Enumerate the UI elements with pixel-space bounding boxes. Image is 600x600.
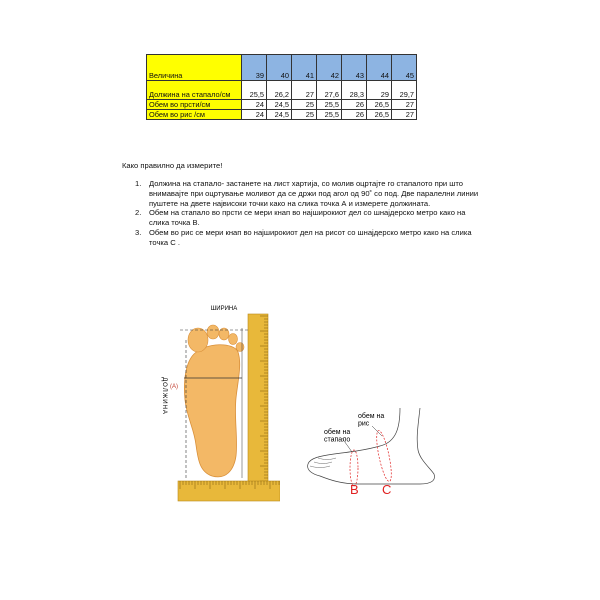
- label-continuation: стапало: [324, 436, 351, 444]
- table-row-foot-length: [147, 81, 417, 100]
- value-cell: 24: [242, 110, 267, 120]
- measure-heading: Како правилно да измерите!: [122, 161, 223, 170]
- value-cell: 29: [367, 81, 392, 100]
- row-label: Обем во рис /см: [147, 110, 242, 120]
- instruction-list: [122, 179, 482, 248]
- ankle-label: обем на: [358, 413, 385, 420]
- foot-measure-illustration: [150, 300, 280, 510]
- value-cell: 24: [242, 100, 267, 110]
- value-cell: 24,5: [267, 100, 292, 110]
- value-cell: 27: [392, 110, 417, 120]
- size-cell: 40: [267, 55, 292, 81]
- value-cell: 25,5: [242, 81, 267, 100]
- size-table: [146, 54, 417, 120]
- value-cell: 26,5: [367, 110, 392, 120]
- item-number: 1.: [135, 179, 142, 188]
- row-label: Должина на стапало/см: [147, 81, 242, 100]
- row-label: Обем во прсти/см: [147, 100, 242, 110]
- toe: [236, 343, 244, 352]
- item-number: 2.: [135, 208, 142, 218]
- size-table-header-row: [147, 55, 417, 81]
- size-cell: 44: [367, 55, 392, 81]
- width-label: ШИРИНА: [210, 306, 238, 312]
- ball-girth-ring: [350, 450, 358, 486]
- value-cell: 26: [342, 110, 367, 120]
- instep-girth-ring: [374, 430, 395, 483]
- value-cell: 26,5: [367, 100, 392, 110]
- list-item: [122, 208, 482, 228]
- item-number: 3.: [135, 227, 142, 237]
- ankle-measure-illustration: [300, 408, 460, 498]
- length-label: ДОЛЖИНА: [161, 377, 167, 415]
- value-cell: 25: [292, 110, 317, 120]
- label-continuation: рис: [358, 420, 370, 428]
- point-a-label: (A): [170, 384, 178, 390]
- value-cell: 26,2: [267, 81, 292, 100]
- item-text: Обем во рис се мери кнап во најширокиот дел на рисот со шнајдерско метро како на слика точка С .: [149, 227, 472, 247]
- foot-sole: [184, 345, 239, 477]
- size-cell: 39: [242, 55, 267, 81]
- item-text: Обем на стапало во прсти се мери кнап во најширокиот дел со шнајдерско метро како на слика точка В.: [149, 208, 466, 228]
- size-cell: 45: [392, 55, 417, 81]
- pointer-line: [372, 426, 382, 436]
- ball-label: обем на: [324, 429, 351, 436]
- toe: [229, 334, 238, 345]
- size-cell: 43: [342, 55, 367, 81]
- marker-c: C: [382, 482, 392, 497]
- header-label: Величина: [147, 55, 242, 81]
- marker-b: B: [350, 482, 359, 497]
- value-cell: 25,5: [317, 100, 342, 110]
- list-item: [122, 228, 482, 248]
- size-cell: 41: [292, 55, 317, 81]
- value-cell: 27: [392, 100, 417, 110]
- value-cell: 24,5: [267, 110, 292, 120]
- table-row-toe-girth: [147, 100, 417, 110]
- list-item: [122, 179, 482, 208]
- value-cell: 28,3: [342, 81, 367, 100]
- value-cell: 29,7: [392, 81, 417, 100]
- value-cell: 25: [292, 100, 317, 110]
- table-row-instep-girth: [147, 110, 417, 120]
- horizontal-ruler: [178, 481, 280, 501]
- value-cell: 27,6: [317, 81, 342, 100]
- item-text: Должина на стапало- застанете на лист хартија, со молив оцртајте го стапалото при што внимавајте при оцртување моливот да се држи под агол од 90˚ со под. Две паралелни линии пуштете на двете највисоки точки како на слика точка А и измерете должината.: [149, 179, 479, 208]
- vertical-ruler: [248, 314, 268, 484]
- toe: [188, 328, 208, 352]
- value-cell: 26: [342, 100, 367, 110]
- value-cell: 27: [292, 81, 317, 100]
- toe-lines: [310, 458, 336, 468]
- ankle-label-line: [358, 412, 384, 428]
- ball-label-line: [324, 428, 350, 444]
- toe: [207, 325, 219, 339]
- size-cell: 42: [317, 55, 342, 81]
- value-cell: 25,5: [317, 110, 342, 120]
